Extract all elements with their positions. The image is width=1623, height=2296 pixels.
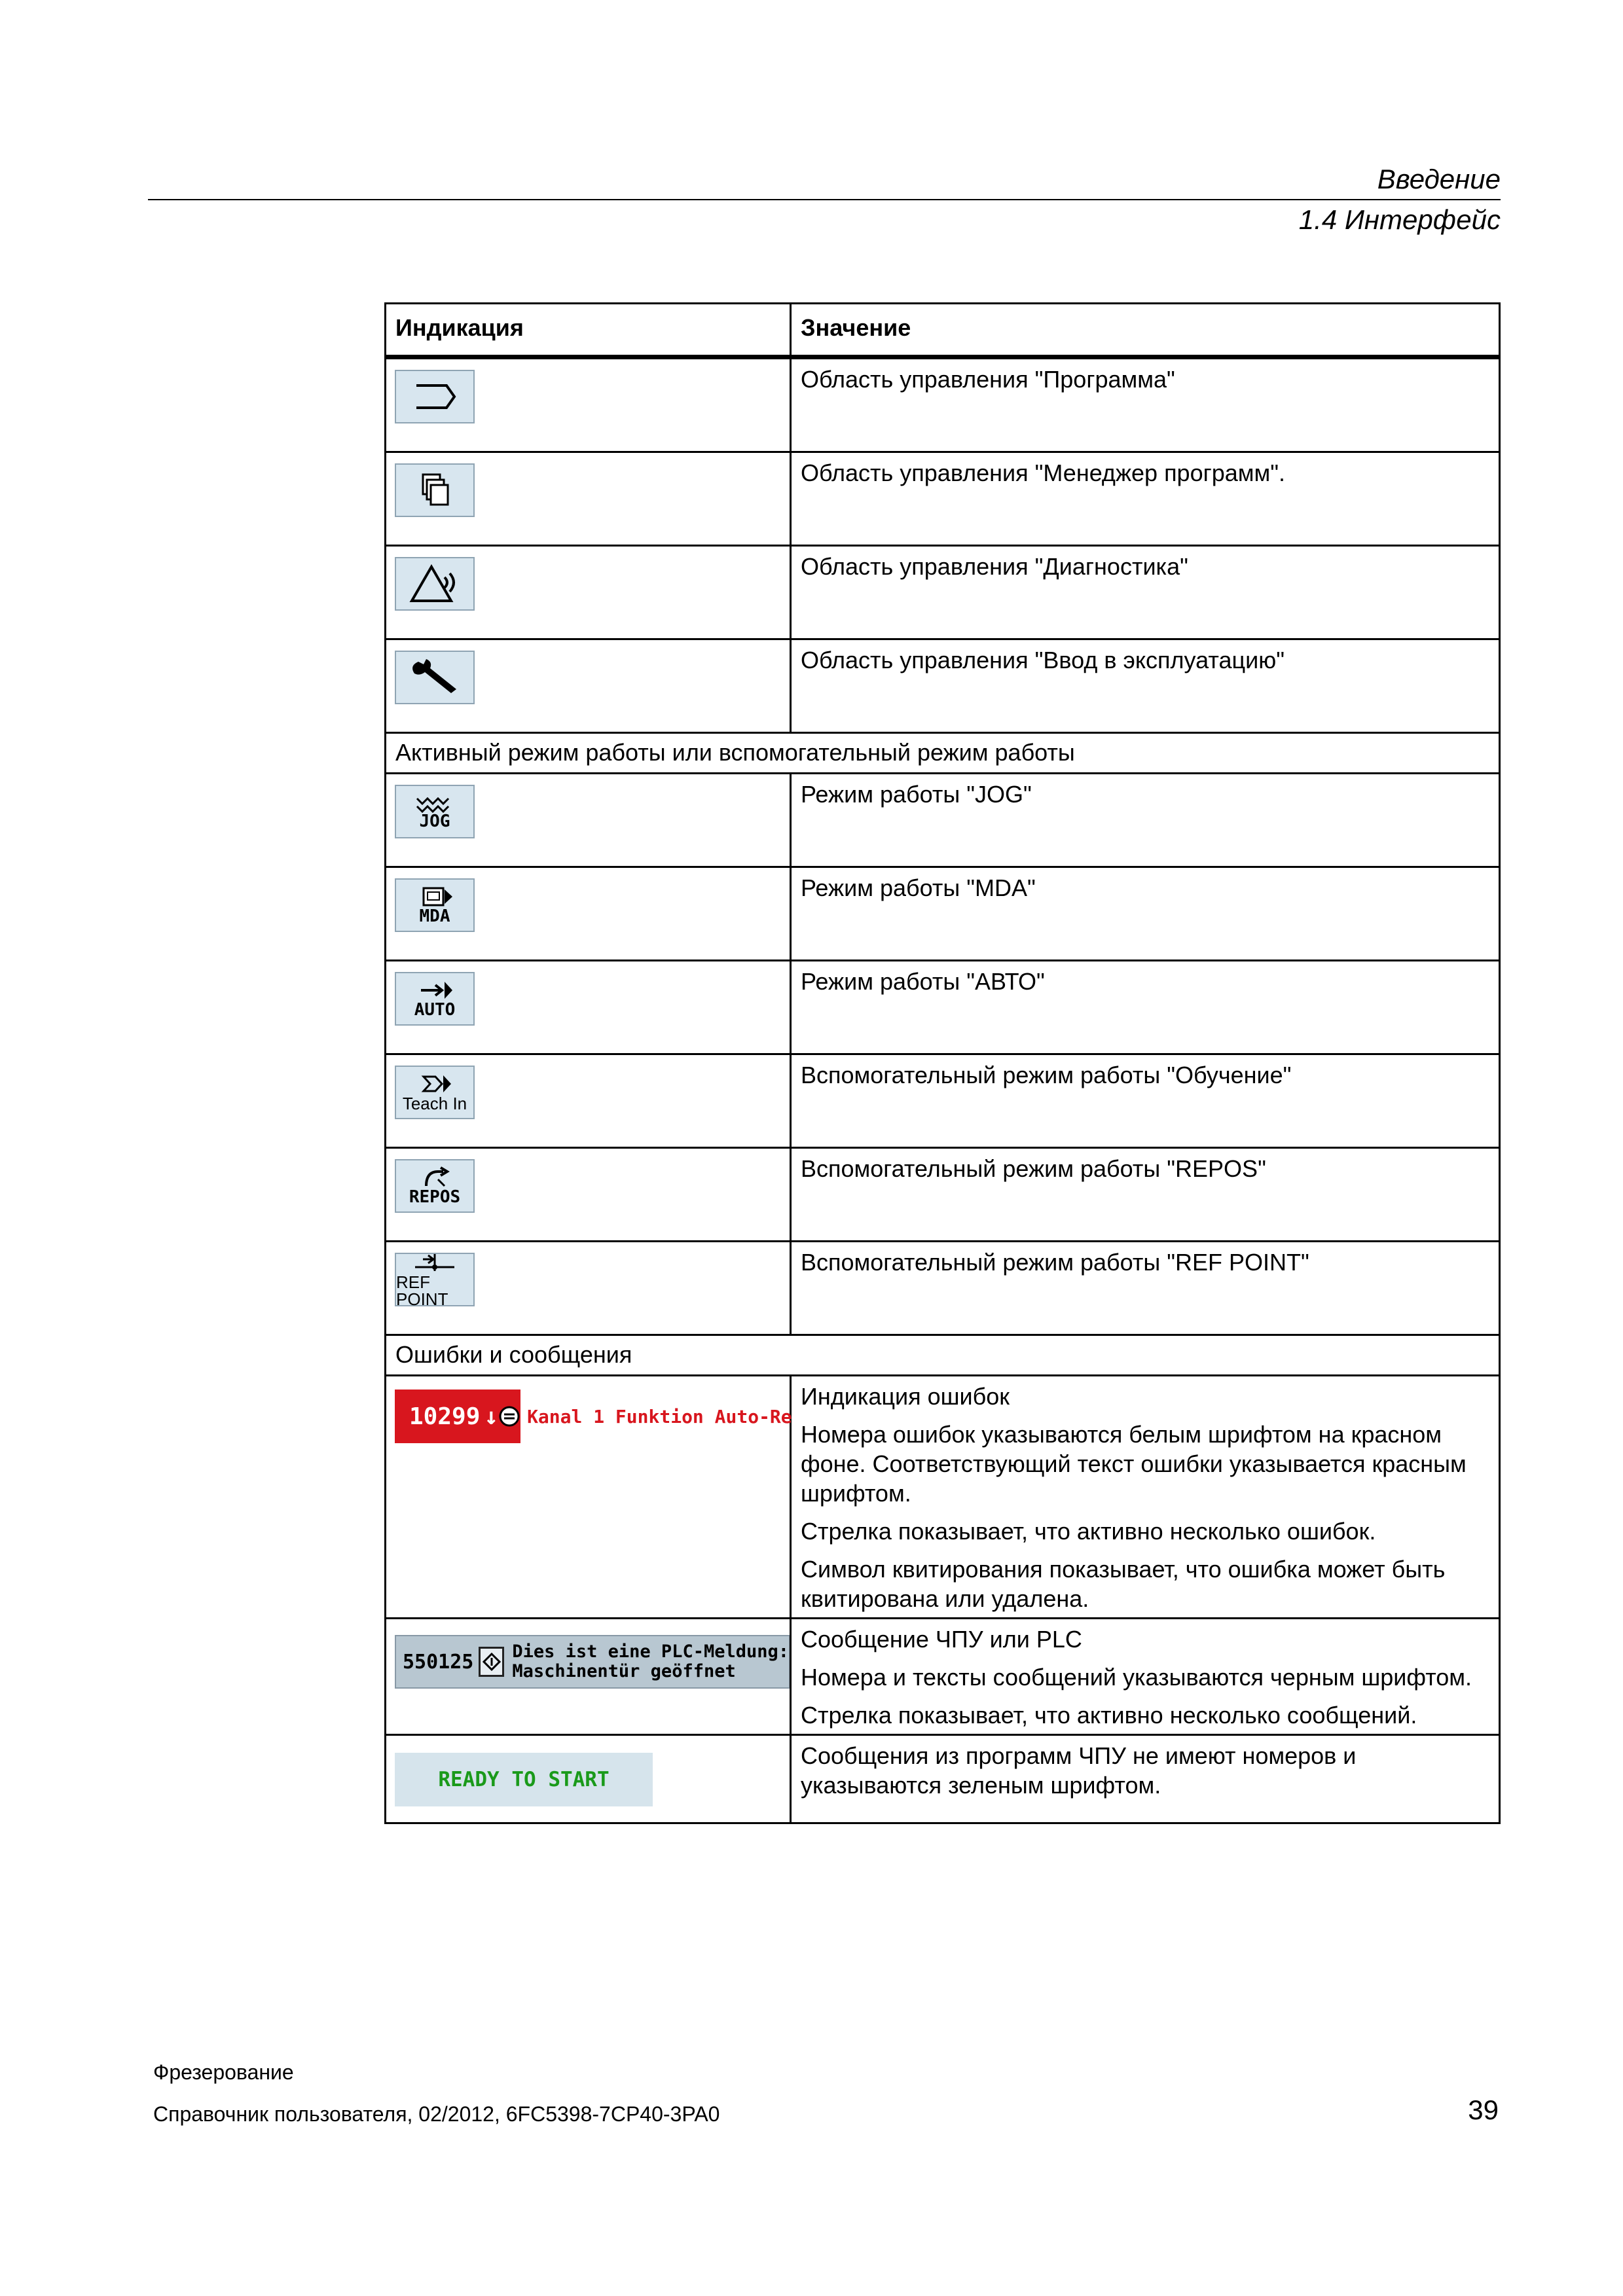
teach-in-caption: Teach In bbox=[402, 1094, 467, 1113]
plc-message-line bbox=[395, 1635, 790, 1689]
table-row bbox=[386, 1735, 1500, 1823]
meaning-line: Стрелка показывает, что активно несколько сообщений. bbox=[801, 1702, 1417, 1729]
footer-manual-info: Справочник пользователя, 02/2012, 6FC5398-7CP40-3PA0 bbox=[153, 2102, 720, 2126]
commissioning-wrench-icon bbox=[395, 651, 475, 704]
acknowledge-icon bbox=[498, 1390, 520, 1443]
indication-cell bbox=[386, 1148, 791, 1242]
table-row bbox=[386, 546, 1500, 639]
ref-point-icon bbox=[395, 1253, 475, 1309]
auto-caption: AUTO bbox=[414, 1000, 456, 1020]
page-number: 39 bbox=[1468, 2094, 1499, 2125]
alarm-text: Kanal 1 Funktion Auto-Re bbox=[527, 1405, 792, 1427]
column-header-indication: Индикация bbox=[386, 304, 791, 357]
header-rule bbox=[148, 199, 1501, 200]
meaning-cell bbox=[791, 1619, 1500, 1735]
alarm-number-text: 10299 bbox=[409, 1403, 481, 1430]
footer-product: Фрезерование bbox=[153, 2060, 294, 2084]
message-text bbox=[512, 1642, 789, 1681]
mda-caption: MDA bbox=[419, 906, 450, 926]
jog-caption: JOG bbox=[419, 812, 450, 831]
meaning-line: Номера и тексты сообщений указываются черным шрифтом. bbox=[801, 1664, 1472, 1691]
multiple-alarms-arrow-icon: ↓ bbox=[484, 1403, 499, 1430]
auto-icon bbox=[395, 972, 475, 1026]
table-row bbox=[386, 961, 1500, 1054]
table-row bbox=[386, 1619, 1500, 1735]
program-area-icon bbox=[395, 370, 475, 423]
indication-cell bbox=[386, 1619, 791, 1735]
program-manager-icon bbox=[395, 463, 475, 517]
meaning-line: Индикация ошибок bbox=[801, 1383, 1010, 1410]
ready-to-start-message: READY TO START bbox=[395, 1753, 653, 1806]
jog-icon bbox=[395, 785, 475, 838]
column-header-meaning: Значение bbox=[791, 304, 1500, 357]
meaning-cell: Вспомогательный режим работы "REF POINT" bbox=[791, 1242, 1500, 1335]
section-row bbox=[386, 733, 1500, 774]
meaning-cell: Вспомогательный режим работы "Обучение" bbox=[791, 1054, 1500, 1148]
table-row bbox=[386, 1054, 1500, 1148]
meaning-line: Символ квитирования показывает, что ошибка может быть квитирована или удалена. bbox=[801, 1556, 1446, 1612]
meaning-cell: Режим работы "JOG" bbox=[791, 774, 1500, 867]
message-acknowledge-icon bbox=[479, 1647, 504, 1677]
repos-icon bbox=[395, 1159, 475, 1213]
table-row bbox=[386, 1148, 1500, 1242]
table-row bbox=[386, 867, 1500, 961]
alarm-number bbox=[395, 1390, 498, 1443]
table-header-row bbox=[386, 304, 1500, 357]
indication-cell bbox=[386, 867, 791, 961]
indication-cell bbox=[386, 357, 791, 452]
meaning-cell: Область управления "Ввод в эксплуатацию" bbox=[791, 639, 1500, 733]
diagnostics-icon bbox=[395, 557, 475, 611]
table-row bbox=[386, 1242, 1500, 1335]
table-row bbox=[386, 1376, 1500, 1619]
indication-cell bbox=[386, 1735, 791, 1823]
section-modes-label: Активный режим работы или вспомогательный режим работы bbox=[386, 733, 1500, 774]
meaning-line: Стрелка показывает, что активно несколько ошибок. bbox=[801, 1518, 1376, 1545]
meaning-cell: Область управления "Диагностика" bbox=[791, 546, 1500, 639]
ref-point-caption: REF POINT bbox=[396, 1272, 448, 1309]
indication-cell bbox=[386, 452, 791, 546]
message-number: 550125 bbox=[403, 1650, 474, 1674]
indication-cell bbox=[386, 546, 791, 639]
indication-cell bbox=[386, 639, 791, 733]
table-row bbox=[386, 774, 1500, 867]
message-line-1: Dies ist eine PLC-Meldung: bbox=[512, 1641, 789, 1662]
meaning-cell: Режим работы "АВТО" bbox=[791, 961, 1500, 1054]
indication-cell bbox=[386, 1242, 791, 1335]
meaning-line: Сообщение ЧПУ или PLC bbox=[801, 1626, 1082, 1653]
teach-in-icon bbox=[395, 1066, 475, 1119]
meaning-cell: Сообщения из программ ЧПУ не имеют номеров и указываются зеленым шрифтом. bbox=[791, 1735, 1500, 1823]
indication-cell bbox=[386, 774, 791, 867]
meaning-line: Номера ошибок указываются белым шрифтом на красном фоне. Соответствующий текст ошибки указывается красным шрифтом. bbox=[801, 1421, 1467, 1507]
indication-cell bbox=[386, 1054, 791, 1148]
indication-cell bbox=[386, 961, 791, 1054]
repos-caption: REPOS bbox=[409, 1187, 461, 1207]
table-row bbox=[386, 639, 1500, 733]
message-line-2: Maschinentür geöffnet bbox=[512, 1661, 736, 1681]
header-section: Введение bbox=[1377, 164, 1501, 194]
section-row bbox=[386, 1335, 1500, 1376]
indication-table bbox=[384, 302, 1501, 1824]
section-errors-label: Ошибки и сообщения bbox=[386, 1335, 1500, 1376]
meaning-cell: Вспомогательный режим работы "REPOS" bbox=[791, 1148, 1500, 1242]
indication-cell bbox=[386, 1376, 791, 1619]
meaning-cell: Область управления "Программа" bbox=[791, 357, 1500, 452]
meaning-cell: Режим работы "MDA" bbox=[791, 867, 1500, 961]
table-row bbox=[386, 452, 1500, 546]
meaning-cell: Область управления "Менеджер программ". bbox=[791, 452, 1500, 546]
header-subsection: 1.4 Интерфейс bbox=[1298, 204, 1501, 235]
table-row bbox=[386, 357, 1500, 452]
meaning-cell bbox=[791, 1376, 1500, 1619]
alarm-line bbox=[395, 1390, 790, 1443]
mda-icon bbox=[395, 878, 475, 932]
